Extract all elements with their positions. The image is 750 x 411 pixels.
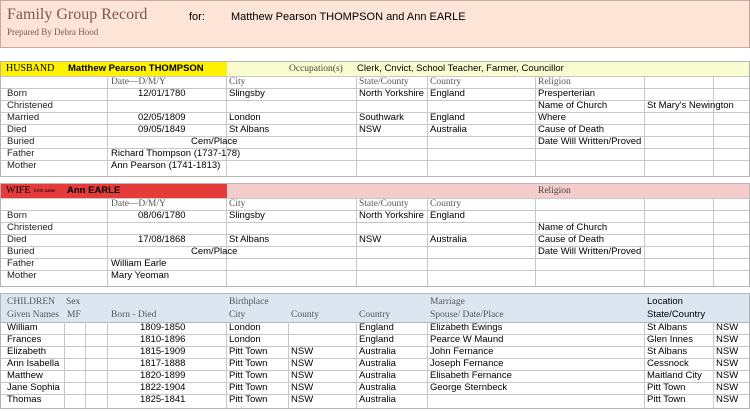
child-years: 1817-1888 [140,358,186,369]
child-name: Matthew [7,370,43,381]
event-country: England [430,112,465,123]
state-country-label: State/Country [647,309,706,320]
child-years: 1820-1899 [140,370,186,381]
child-years: 1809-1850 [140,322,186,333]
child-location: Pitt Town [647,382,686,393]
child-country: Australia [359,394,396,405]
born-died-label: Born - Died [111,310,157,320]
children-label: CHILDREN [7,297,56,307]
record-header [0,0,750,48]
child-location: Maitland City [647,370,702,381]
wife-section [0,183,750,287]
children-section [0,293,750,409]
child-country: Australia [359,358,396,369]
child-county: NSW [291,394,314,405]
wife-religion-label: Religion [538,186,571,196]
event-state: NSW [359,124,382,135]
event-city: London [229,112,261,123]
given-names-label: Given Names [7,310,59,320]
child-county: NSW [291,382,314,393]
event-label: Born [7,88,28,99]
event-state: NSW [359,234,382,245]
child-country: Australia [359,382,396,393]
occupation-label: Occupation(s) [289,64,343,74]
child-name: Ann Isabella [7,358,60,369]
col-state: State/County [359,199,409,209]
child-city: Pitt Town [229,358,268,369]
child-spouse: George Sternbeck [430,382,508,393]
child-location: Pitt Town [647,394,686,405]
event-country: Australia [430,234,467,245]
occupation-value: Clerk, Cnvict, School Teacher, Farmer, Councillor [357,63,564,74]
event-city: St Albans [229,234,270,245]
husband-label: HUSBAND [6,63,55,74]
for-label: for: [189,11,205,23]
event-label: Married [7,112,40,123]
church-label: Name of Church [538,100,608,111]
event-country: England [430,210,465,221]
child-city: London [229,334,261,345]
husband-section [0,61,750,177]
child-location-state: NSW [716,358,739,369]
event-date: 17/08/1868 [138,234,186,245]
spouse-label: Spouse/ Date/Place [430,310,504,320]
marriage-label: Marriage [430,297,465,307]
mother-label: Mother [7,270,37,281]
child-years: 1810-1896 [140,334,186,345]
child-years: 1815-1909 [140,346,186,357]
event-date: 12/01/1780 [138,88,186,99]
child-name: Elizabeth [7,346,47,357]
child-location-state: NSW [716,322,739,333]
location-label: Location [647,296,683,307]
child-city: Pitt Town [229,394,268,405]
mf-label: MF [67,310,81,320]
couple-names: Matthew Pearson THOMPSON and Ann EARLE [231,11,466,23]
religion-value: Presperterian [538,88,596,99]
event-label: Died [7,234,27,245]
child-location-state: NSW [716,394,739,405]
prepared-by: Prepared By Debra Hood [7,27,99,37]
wife-label: WIFE [6,185,31,196]
child-row [1,394,749,406]
child-location-state: NSW [716,346,739,357]
father-name: Richard Thompson (1737-178) [111,148,241,159]
cause-of-death-label: Cause of Death [538,234,605,245]
col-country: Country [430,199,462,209]
child-county: NSW [291,346,314,357]
event-country: England [430,88,465,99]
country-label: Country [359,310,391,320]
child-location-state: NSW [716,370,739,381]
father-label: Father [7,258,35,269]
where-label: Where [538,112,566,123]
mother-name: Ann Pearson (1741-1813) [111,160,221,171]
event-state: North Yorkshire [359,88,424,99]
wife-name: Ann EARLE [67,185,121,196]
event-label: Born [7,210,28,221]
child-city: Pitt Town [229,382,268,393]
child-location-state: NSW [716,382,739,393]
event-label: Died [7,124,27,135]
birthplace-label: Birthplace [229,297,269,307]
child-name: Jane Sophia [7,382,60,393]
col-city: City [229,77,246,87]
father-name: William Earle [111,258,167,269]
child-location: St Albans [647,346,688,357]
sex-label: Sex [66,297,81,307]
father-label: Father [7,148,35,159]
child-name: Thomas [7,394,42,405]
child-spouse: Elisabeth Fernance [430,370,512,381]
event-city: St Albans [229,124,270,135]
event-label: Buried [7,136,35,147]
child-location-state: NSW [716,334,739,345]
page-title: Family Group Record [7,6,148,23]
child-city: Pitt Town [229,370,268,381]
cem-place-label: Cem/Place [191,136,238,147]
event-state: North Yorkshire [359,210,424,221]
child-years: 1822-1904 [140,382,186,393]
child-spouse: Pearce W Maund [430,334,504,345]
event-label: Christened [7,100,53,111]
cause-of-death-label: Cause of Death [538,124,605,135]
child-country: England [359,334,394,345]
will-label: Date Will Written/Proved [538,246,642,257]
event-date: 08/06/1780 [138,210,186,221]
child-spouse: John Fernance [430,346,494,357]
col-state: State/County [359,77,409,87]
child-location: St Albans [647,322,688,333]
child-county: NSW [291,370,314,381]
husband-mother-row [1,160,749,172]
child-spouse: Elizabeth Ewings [430,322,503,333]
child-location: Cessnock [647,358,689,369]
child-county: NSW [291,358,314,369]
will-label: Date Will Written/Proved [538,136,642,147]
child-spouse: Joseph Fernance [430,358,504,369]
event-country: Australia [430,124,467,135]
event-label: Christened [7,222,53,233]
child-name: William [7,322,38,333]
event-city: Slingsby [229,210,265,221]
children-header-band [1,294,749,323]
husband-name: Matthew Pearson THOMPSON [68,63,204,74]
birth-name-label: birth name [34,189,56,194]
child-name: Frances [7,334,42,345]
child-location: Glen Innes [647,334,693,345]
col-date: Date—D/M/Y [111,199,166,209]
col-city: City [229,199,246,209]
child-city: London [229,322,261,333]
mother-label: Mother [7,160,37,171]
child-years: 1825-1841 [140,394,186,405]
county-label: County [291,310,319,320]
child-city: Pitt Town [229,346,268,357]
church-value: St Mary's Newington [647,100,734,111]
child-country: Australia [359,346,396,357]
cem-place-label: Cem/Place [191,246,238,257]
col-religion: Religion [538,77,571,87]
event-date: 02/05/1809 [138,112,186,123]
event-state: Southwark [359,112,404,123]
wife-mother-row [1,270,749,282]
event-city: Slingsby [229,88,265,99]
event-label: Buried [7,246,35,257]
child-country: England [359,322,394,333]
mother-name: Mary Yeoman [111,270,170,281]
child-country: Australia [359,370,396,381]
event-date: 09/05/1849 [138,124,186,135]
church-label: Name of Church [538,222,608,233]
city-label: City [229,310,246,320]
col-date: Date—D/M/Y [111,77,166,87]
col-country: Country [430,77,462,87]
